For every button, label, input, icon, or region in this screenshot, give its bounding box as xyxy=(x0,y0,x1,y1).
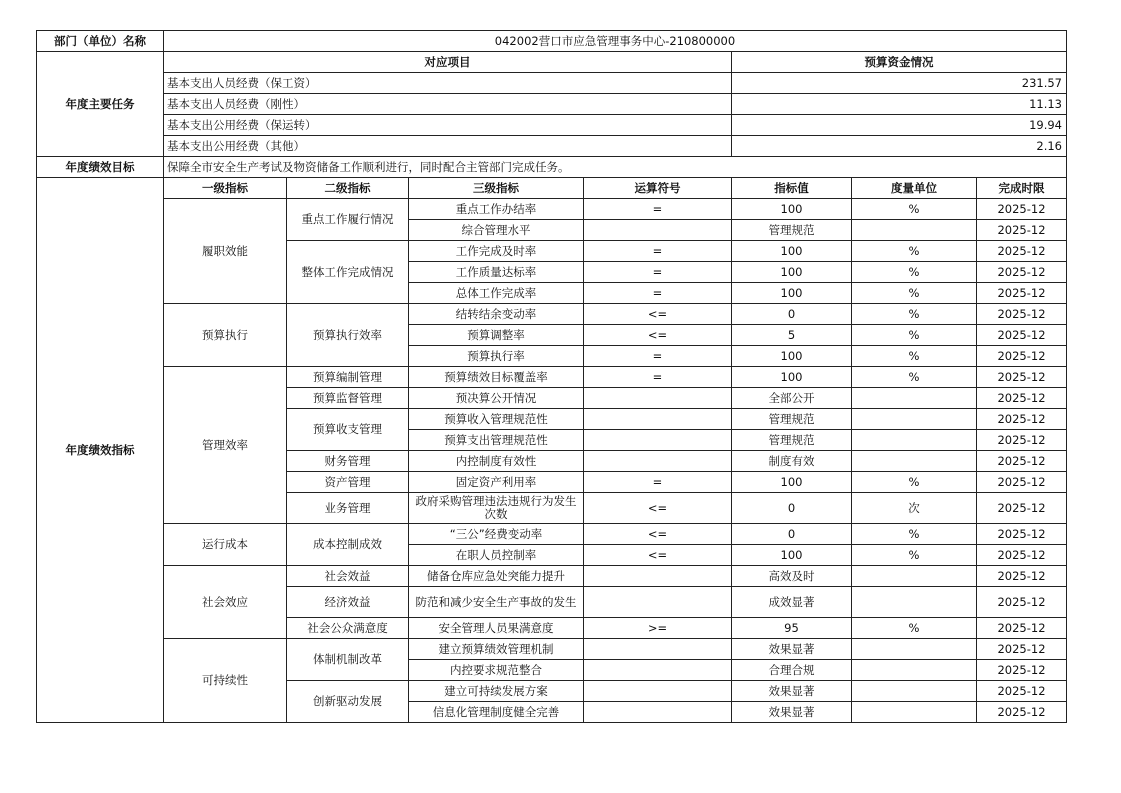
tasks-col-budget: 预算资金情况 xyxy=(732,52,1067,73)
level2-cell: 资产管理 xyxy=(287,472,409,493)
operator-cell xyxy=(584,566,732,587)
task-row xyxy=(37,115,1067,136)
dept-value: 042002营口市应急管理事务中心-210800000 xyxy=(164,31,1067,52)
level3-cell: 预算收入管理规范性 xyxy=(409,409,584,430)
deadline-cell: 2025-12 xyxy=(977,472,1067,493)
task-item: 基本支出人员经费（保工资） xyxy=(164,73,732,94)
value-cell: 效果显著 xyxy=(732,681,852,702)
task-amount: 2.16 xyxy=(732,136,1067,157)
level2-cell: 预算执行效率 xyxy=(287,304,409,367)
deadline-cell: 2025-12 xyxy=(977,545,1067,566)
unit-cell xyxy=(852,702,977,723)
header-value: 指标值 xyxy=(732,178,852,199)
operator-cell: >= xyxy=(584,618,732,639)
value-cell: 5 xyxy=(732,325,852,346)
deadline-cell: 2025-12 xyxy=(977,524,1067,545)
level1-cell: 预算执行 xyxy=(164,304,287,367)
operator-cell xyxy=(584,660,732,681)
indicator-row xyxy=(37,639,1067,660)
level3-cell: 结转结余变动率 xyxy=(409,304,584,325)
deadline-cell: 2025-12 xyxy=(977,493,1067,524)
task-item: 基本支出公用经费（其他） xyxy=(164,136,732,157)
value-cell: 100 xyxy=(732,346,852,367)
unit-cell: % xyxy=(852,262,977,283)
value-cell: 100 xyxy=(732,472,852,493)
value-cell: 合理合规 xyxy=(732,660,852,681)
operator-cell: <= xyxy=(584,304,732,325)
level3-cell: 安全管理人员果满意度 xyxy=(409,618,584,639)
unit-cell: % xyxy=(852,325,977,346)
level1-cell: 管理效率 xyxy=(164,367,287,524)
indicator-row xyxy=(37,566,1067,587)
unit-cell xyxy=(852,451,977,472)
indicator-header-row xyxy=(37,178,1067,199)
deadline-cell: 2025-12 xyxy=(977,430,1067,451)
value-cell: 100 xyxy=(732,199,852,220)
value-cell: 0 xyxy=(732,524,852,545)
unit-cell: 次 xyxy=(852,493,977,524)
operator-cell: <= xyxy=(584,524,732,545)
operator-cell xyxy=(584,702,732,723)
value-cell: 效果显著 xyxy=(732,639,852,660)
value-cell: 管理规范 xyxy=(732,430,852,451)
operator-cell: <= xyxy=(584,545,732,566)
deadline-cell: 2025-12 xyxy=(977,325,1067,346)
operator-cell xyxy=(584,220,732,241)
deadline-cell: 2025-12 xyxy=(977,639,1067,660)
operator-cell: = xyxy=(584,472,732,493)
level2-cell: 预算监督管理 xyxy=(287,388,409,409)
task-row xyxy=(37,94,1067,115)
operator-cell: = xyxy=(584,346,732,367)
value-cell: 全部公开 xyxy=(732,388,852,409)
operator-cell: = xyxy=(584,262,732,283)
task-row xyxy=(37,73,1067,94)
deadline-cell: 2025-12 xyxy=(977,587,1067,618)
header-level2: 二级指标 xyxy=(287,178,409,199)
deadline-cell: 2025-12 xyxy=(977,220,1067,241)
unit-cell: % xyxy=(852,241,977,262)
deadline-cell: 2025-12 xyxy=(977,681,1067,702)
level2-cell: 社会公众满意度 xyxy=(287,618,409,639)
unit-cell: % xyxy=(852,283,977,304)
unit-cell xyxy=(852,566,977,587)
value-cell: 95 xyxy=(732,618,852,639)
level2-cell: 预算编制管理 xyxy=(287,367,409,388)
unit-cell: % xyxy=(852,524,977,545)
level3-cell: 预决算公开情况 xyxy=(409,388,584,409)
goal-row xyxy=(37,157,1067,178)
level2-cell: 创新驱动发展 xyxy=(287,681,409,723)
deadline-cell: 2025-12 xyxy=(977,346,1067,367)
level2-cell: 成本控制成效 xyxy=(287,524,409,566)
performance-table xyxy=(36,30,1067,723)
level1-cell: 社会效应 xyxy=(164,566,287,639)
deadline-cell: 2025-12 xyxy=(977,283,1067,304)
header-level1: 一级指标 xyxy=(164,178,287,199)
unit-cell: % xyxy=(852,346,977,367)
unit-cell: % xyxy=(852,304,977,325)
indicator-row xyxy=(37,367,1067,388)
level3-cell: 重点工作办结率 xyxy=(409,199,584,220)
deadline-cell: 2025-12 xyxy=(977,262,1067,283)
unit-cell: % xyxy=(852,618,977,639)
operator-cell: = xyxy=(584,241,732,262)
dept-row xyxy=(37,31,1067,52)
deadline-cell: 2025-12 xyxy=(977,388,1067,409)
tasks-label: 年度主要任务 xyxy=(37,52,164,157)
deadline-cell: 2025-12 xyxy=(977,199,1067,220)
level2-cell: 经济效益 xyxy=(287,587,409,618)
task-amount: 11.13 xyxy=(732,94,1067,115)
level3-cell: 建立预算绩效管理机制 xyxy=(409,639,584,660)
value-cell: 0 xyxy=(732,304,852,325)
operator-cell: = xyxy=(584,199,732,220)
deadline-cell: 2025-12 xyxy=(977,367,1067,388)
level3-cell: 预算绩效目标覆盖率 xyxy=(409,367,584,388)
deadline-cell: 2025-12 xyxy=(977,566,1067,587)
level3-cell: 总体工作完成率 xyxy=(409,283,584,304)
level2-cell: 重点工作履行情况 xyxy=(287,199,409,241)
unit-cell xyxy=(852,587,977,618)
indicators-label: 年度绩效指标 xyxy=(37,178,164,723)
task-row xyxy=(37,136,1067,157)
value-cell: 0 xyxy=(732,493,852,524)
level3-cell: 综合管理水平 xyxy=(409,220,584,241)
task-amount: 19.94 xyxy=(732,115,1067,136)
goal-text: 保障全市安全生产考试及物资储备工作顺利进行，同时配合主管部门完成任务。 xyxy=(164,157,1067,178)
level3-cell: 固定资产利用率 xyxy=(409,472,584,493)
operator-cell xyxy=(584,430,732,451)
operator-cell xyxy=(584,681,732,702)
tasks-col-item: 对应项目 xyxy=(164,52,732,73)
value-cell: 管理规范 xyxy=(732,220,852,241)
operator-cell: <= xyxy=(584,325,732,346)
deadline-cell: 2025-12 xyxy=(977,241,1067,262)
level3-cell: 防范和减少安全生产事故的发生 xyxy=(409,587,584,618)
level3-cell: 内控要求规范整合 xyxy=(409,660,584,681)
unit-cell: % xyxy=(852,199,977,220)
value-cell: 100 xyxy=(732,262,852,283)
value-cell: 效果显著 xyxy=(732,702,852,723)
header-unit: 度量单位 xyxy=(852,178,977,199)
indicator-row xyxy=(37,524,1067,545)
value-cell: 成效显著 xyxy=(732,587,852,618)
level3-cell: 政府采购管理违法违规行为发生次数 xyxy=(409,493,584,524)
level3-cell: 建立可持续发展方案 xyxy=(409,681,584,702)
value-cell: 100 xyxy=(732,545,852,566)
level2-cell: 社会效益 xyxy=(287,566,409,587)
operator-cell: <= xyxy=(584,493,732,524)
operator-cell xyxy=(584,409,732,430)
level3-cell: “三公”经费变动率 xyxy=(409,524,584,545)
level2-cell: 业务管理 xyxy=(287,493,409,524)
unit-cell: % xyxy=(852,367,977,388)
header-deadline: 完成时限 xyxy=(977,178,1067,199)
level3-cell: 预算调整率 xyxy=(409,325,584,346)
value-cell: 100 xyxy=(732,367,852,388)
unit-cell xyxy=(852,660,977,681)
unit-cell xyxy=(852,220,977,241)
unit-cell: % xyxy=(852,472,977,493)
unit-cell xyxy=(852,388,977,409)
header-level3: 三级指标 xyxy=(409,178,584,199)
unit-cell xyxy=(852,409,977,430)
task-item: 基本支出人员经费（刚性） xyxy=(164,94,732,115)
deadline-cell: 2025-12 xyxy=(977,702,1067,723)
level1-cell: 履职效能 xyxy=(164,199,287,304)
value-cell: 管理规范 xyxy=(732,409,852,430)
level2-cell: 预算收支管理 xyxy=(287,409,409,451)
level3-cell: 储备仓库应急处突能力提升 xyxy=(409,566,584,587)
deadline-cell: 2025-12 xyxy=(977,451,1067,472)
task-amount: 231.57 xyxy=(732,73,1067,94)
dept-label: 部门（单位）名称 xyxy=(37,31,164,52)
operator-cell xyxy=(584,388,732,409)
value-cell: 100 xyxy=(732,283,852,304)
deadline-cell: 2025-12 xyxy=(977,304,1067,325)
operator-cell xyxy=(584,587,732,618)
deadline-cell: 2025-12 xyxy=(977,660,1067,681)
task-item: 基本支出公用经费（保运转） xyxy=(164,115,732,136)
goal-label: 年度绩效目标 xyxy=(37,157,164,178)
operator-cell xyxy=(584,451,732,472)
unit-cell xyxy=(852,639,977,660)
level2-cell: 整体工作完成情况 xyxy=(287,241,409,304)
operator-cell xyxy=(584,639,732,660)
deadline-cell: 2025-12 xyxy=(977,618,1067,639)
unit-cell xyxy=(852,430,977,451)
level3-cell: 工作完成及时率 xyxy=(409,241,584,262)
level2-cell: 财务管理 xyxy=(287,451,409,472)
level2-cell: 体制机制改革 xyxy=(287,639,409,681)
level3-cell: 信息化管理制度健全完善 xyxy=(409,702,584,723)
indicator-row xyxy=(37,304,1067,325)
level3-cell: 预算支出管理规范性 xyxy=(409,430,584,451)
value-cell: 制度有效 xyxy=(732,451,852,472)
value-cell: 高效及时 xyxy=(732,566,852,587)
level3-cell: 预算执行率 xyxy=(409,346,584,367)
indicator-row xyxy=(37,199,1067,220)
level1-cell: 可持续性 xyxy=(164,639,287,723)
operator-cell: = xyxy=(584,283,732,304)
level3-cell: 内控制度有效性 xyxy=(409,451,584,472)
value-cell: 100 xyxy=(732,241,852,262)
operator-cell: = xyxy=(584,367,732,388)
level1-cell: 运行成本 xyxy=(164,524,287,566)
deadline-cell: 2025-12 xyxy=(977,409,1067,430)
header-operator: 运算符号 xyxy=(584,178,732,199)
tasks-header-row xyxy=(37,52,1067,73)
unit-cell: % xyxy=(852,545,977,566)
level3-cell: 工作质量达标率 xyxy=(409,262,584,283)
level3-cell: 在职人员控制率 xyxy=(409,545,584,566)
unit-cell xyxy=(852,681,977,702)
